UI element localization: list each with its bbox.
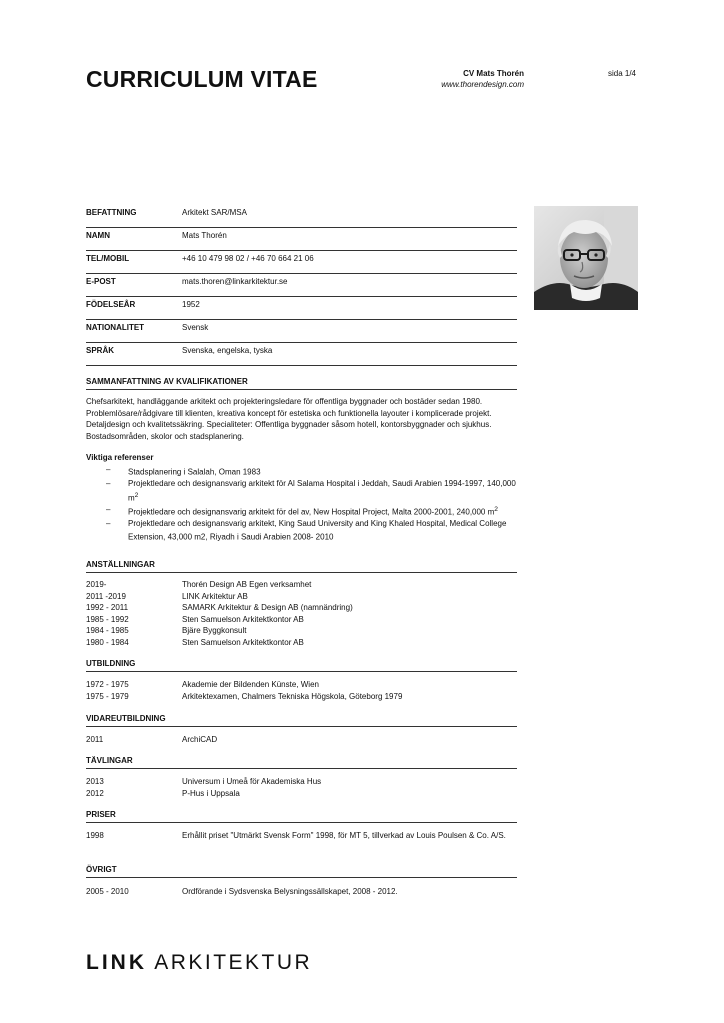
entry-date: 2012 [86,788,104,798]
entry-text: Sten Samuelson Arkitektkontor AB [182,614,304,624]
entry-text: Ordförande i Sydsvenska Belysningssällskapet, 2008 - 2012. [182,887,398,896]
info-label: SPRÅK [86,346,115,355]
entry-text: Sten Samuelson Arkitektkontor AB [182,637,304,647]
entry-text: Erhållit priset "Utmärkt Svensk Form" 1998, för MT 5, tillverkad av Louis Poulsen & Co. A/S. [182,831,506,840]
logo-light-text: ARKITEKTUR [154,951,313,974]
info-label: TEL/MOBIL [86,254,130,263]
reference-text: Projektledare och designansvarig arkitekt för Al Salama Hospital i Jeddah, Saudi Arabien 1994-1997, 140,000 m [128,479,516,503]
section-heading-education: UTBILDNING [86,659,517,672]
section-heading-competitions: TÄVLINGAR [86,756,517,769]
dash-bullet: – [106,465,111,474]
company-logo [86,951,312,975]
references-heading: Viktiga referenser [86,453,154,462]
entry-date: 1972 - 1975 [86,680,129,689]
entry-text: Bjäre Byggkonsult [182,626,247,635]
education-list [86,679,517,702]
info-value: Arkitekt SAR/MSA [182,208,247,217]
list-item [86,734,517,746]
list-item [86,625,517,637]
entry-date: 1998 [86,831,104,840]
info-label: NATIONALITET [86,323,145,332]
entry-date: 1980 - 1984 [86,637,129,647]
info-label: E-POST [86,277,116,286]
entry-text: Arkitektexamen, Chalmers Tekniska Högskola, Göteborg 1979 [182,691,403,701]
website-link[interactable]: www.thorendesign.com [441,80,524,89]
info-value: Mats Thorén [182,231,227,240]
entry-text: LINK Arkitektur AB [182,591,248,601]
dash-bullet: – [106,518,111,528]
logo-bold-text: LINK [86,951,147,974]
info-row-languages [86,343,517,366]
info-value: 1952 [182,300,200,309]
info-label: FÖDELSEÅR [86,300,136,309]
superscript: 2 [494,505,498,513]
list-item [86,691,517,703]
other-list [86,886,517,898]
section-heading-summary: SAMMANFATTNING AV KVALIFIKATIONER [86,377,517,390]
list-item [86,830,517,842]
section-heading-further-education: VIDAREUTBILDNING [86,714,517,727]
entry-date: 1992 - 2011 [86,603,129,612]
info-label: BEFATTNING [86,208,137,217]
list-item [86,478,517,504]
entry-text: ArchiCAD [182,735,218,744]
entry-date: 1985 - 1992 [86,614,129,624]
reference-text: Stadsplanering i Salalah, Oman 1983 [128,467,261,477]
list-item [86,579,517,591]
info-row-email [86,274,517,297]
list-item [86,614,517,626]
entry-date: 2019- [86,580,107,589]
entry-text: SAMARK Arkitektur & Design AB (namnändring) [182,603,353,612]
dash-bullet: – [106,504,111,514]
page-number: sida 1/4 [607,69,636,78]
section-heading-awards: PRISER [86,810,517,823]
info-row-name [86,228,517,251]
further-education-list [86,734,517,746]
superscript: 2 [134,491,139,499]
info-row-phone [86,251,517,274]
employment-list [86,579,517,648]
entry-text: Akademie der Bildenden Künste, Wien [182,680,319,689]
awards-list [86,830,517,842]
entry-date: 2011 [86,735,104,744]
list-item [86,602,517,614]
portrait-photo [534,206,638,310]
competitions-list [86,776,517,799]
info-value: Svenska, engelska, tyska [182,346,273,355]
list-item [86,591,517,603]
references-list [86,464,517,544]
info-value: +46 10 479 98 02 / +46 70 664 21 06 [182,254,314,263]
personal-info-table [86,205,517,366]
info-row-birth-year [86,297,517,320]
list-item [86,504,517,518]
info-row-position [86,205,517,228]
list-item [86,886,517,898]
entry-date: 2011 -2019 [86,591,126,601]
list-item [86,788,517,800]
reference-text: Projektledare och designansvarig arkitekt för del av, New Hospital Project, Malta 2000-2001, 240,000 m [128,507,495,517]
list-item [86,776,517,788]
portrait-illustration [534,206,638,310]
entry-text: Thorén Design AB Egen verksamhet [182,580,312,589]
entry-date: 1984 - 1985 [86,626,129,635]
email-value[interactable]: mats.thoren@linkarkitektur.se [182,277,288,286]
page-title: CURRICULUM VITAE [86,66,318,92]
info-row-nationality [86,320,517,343]
list-item [86,679,517,691]
entry-date: 1975 - 1979 [86,691,129,701]
info-value: Svensk [182,323,209,332]
entry-date: 2013 [86,777,104,786]
section-heading-other: ÖVRIGT [86,865,517,878]
summary-text: Chefsarkitekt, handläggande arkitekt och projekteringsledare för offentliga byggnader och bostäder sedan 1980. Problemlösare/rådgivare till klienten, kreativa koncept för estetiska och funktionella layouter i komplicerade projekt. Detaljdesign och kvalitetssäkring. Specialiteter: Offentliga byggnader såsom hotell, kontorsbyggnader och sjukhus. Bostadsområden, skolor och stadsplanering. [86,397,492,441]
cv-name: CV Mats Thorén [463,69,524,78]
dash-bullet: – [106,479,111,489]
list-item [86,637,517,649]
entry-text: Universum i Umeå för Akademiska Hus [182,777,322,786]
section-heading-employment: ANSTÄLLNINGAR [86,560,517,573]
list-item [86,518,517,544]
list-item [86,464,517,478]
entry-text: P-Hus i Uppsala [182,788,240,798]
info-label: NAMN [86,231,110,240]
reference-text: Projektledare och designansvarig arkitekt, King Saud University and King Khaled Hospital, Medical College Extension, 43,000 m2, Riyadh i Saudi Arabien 2008- 2010 [128,518,507,543]
entry-date: 2005 - 2010 [86,887,129,896]
